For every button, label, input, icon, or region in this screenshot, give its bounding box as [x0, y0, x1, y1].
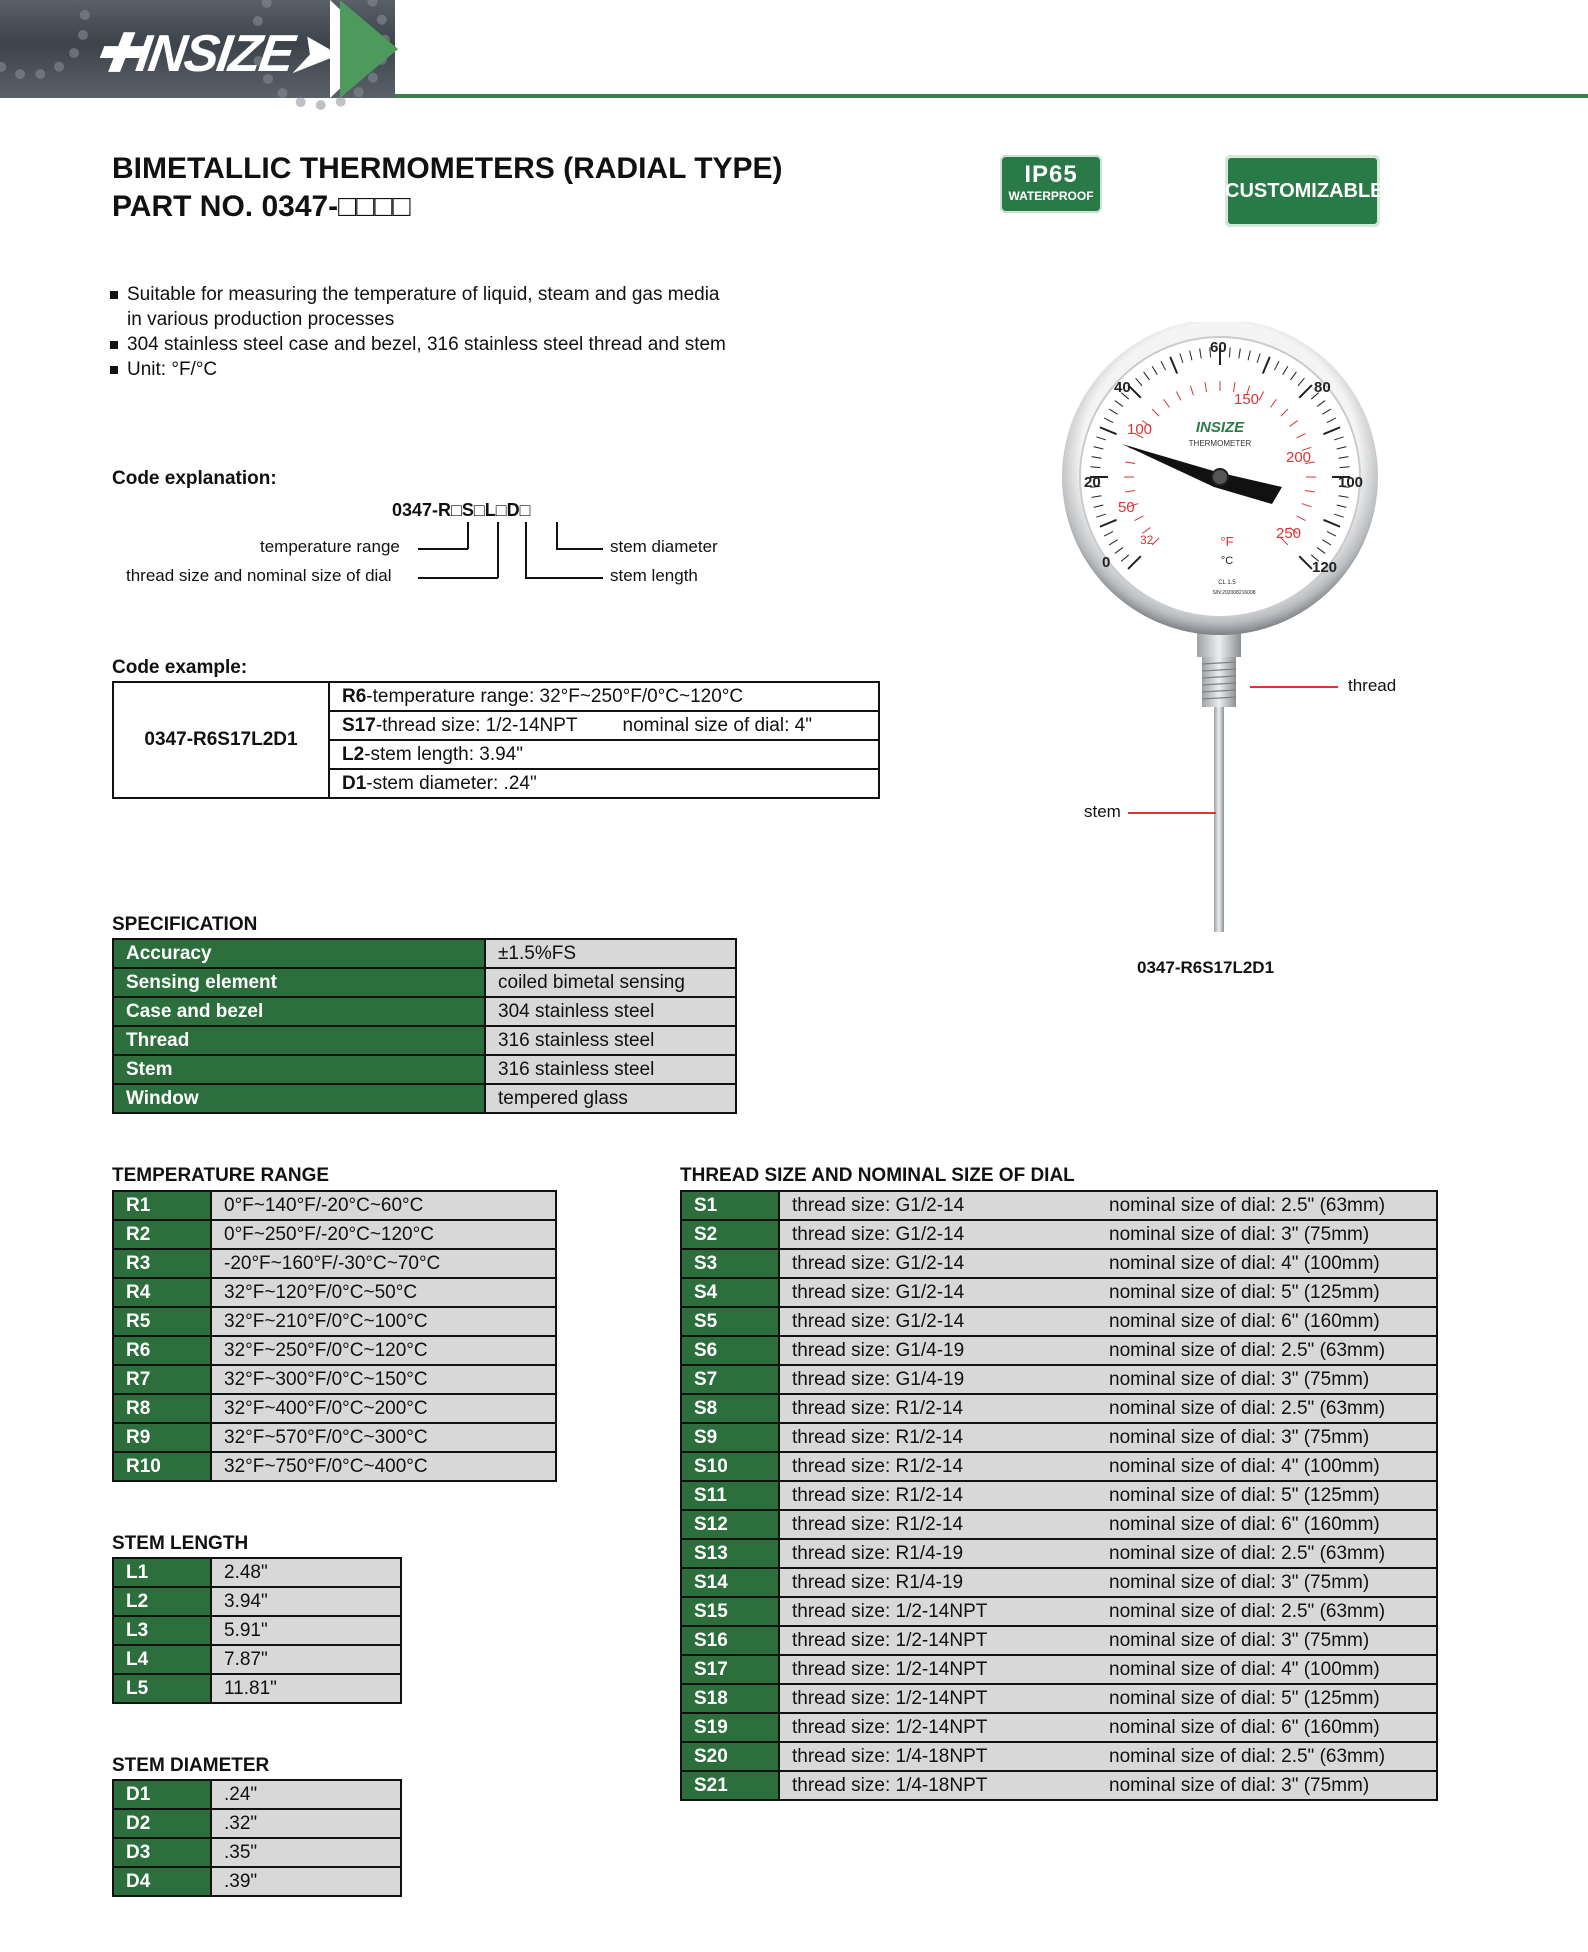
dial-class: CL 1.5: [1218, 580, 1236, 586]
table-row: [681, 1365, 1437, 1394]
row-value: thread size: 1/4-18NPT: [779, 1771, 1097, 1800]
row-key: R10: [113, 1452, 211, 1481]
row-value: 32°F~210°F/0°C~100°C: [211, 1307, 556, 1336]
row-key: Case and bezel: [113, 997, 485, 1026]
row-value: nominal size of dial: 4" (100mm): [1097, 1655, 1437, 1684]
table-row: [681, 1597, 1437, 1626]
f-scale-label: 250: [1276, 525, 1302, 542]
table-row: [113, 1220, 556, 1249]
page-title: BIMETALLIC THERMOMETERS (RADIAL TYPE): [112, 152, 783, 185]
row-value: nominal size of dial: 5" (125mm): [1097, 1481, 1437, 1510]
row-value: 32°F~120°F/0°C~50°C: [211, 1278, 556, 1307]
table-row: [113, 1026, 736, 1055]
row-value: nominal size of dial: 2.5" (63mm): [1097, 1191, 1437, 1220]
row-value: 32°F~570°F/0°C~300°C: [211, 1423, 556, 1452]
table-row: [113, 1558, 401, 1587]
row-value: .32": [211, 1809, 401, 1838]
ip65-label: IP65: [1024, 161, 1078, 188]
table-row: [681, 1394, 1437, 1423]
table-row: [681, 1684, 1437, 1713]
row-value: nominal size of dial: 2.5" (63mm): [1097, 1742, 1437, 1771]
row-value: 7.87": [211, 1645, 401, 1674]
row-value: thread size: G1/2-14: [779, 1249, 1097, 1278]
row-key: D3: [113, 1838, 211, 1867]
row-value: thread size: G1/2-14: [779, 1278, 1097, 1307]
row-value: .39": [211, 1867, 401, 1896]
pointer-hub: [1212, 469, 1228, 485]
row-key: R8: [113, 1394, 211, 1423]
row-value: nominal size of dial: 5" (125mm): [1097, 1684, 1437, 1713]
dial-text: THERMOMETER: [1188, 439, 1252, 448]
row-key: S5: [681, 1307, 779, 1336]
example-code: S17: [342, 714, 376, 736]
row-value: nominal size of dial: 3" (75mm): [1097, 1365, 1437, 1394]
row-key: S15: [681, 1597, 779, 1626]
row-value: nominal size of dial: 2.5" (63mm): [1097, 1394, 1437, 1423]
example-text: -stem diameter: .24": [366, 772, 537, 794]
row-value: 2.48": [211, 1558, 401, 1587]
table-row: [113, 1394, 556, 1423]
row-value: 5.91": [211, 1616, 401, 1645]
row-value: .24": [211, 1780, 401, 1809]
table-row: [681, 1307, 1437, 1336]
row-key: R3: [113, 1249, 211, 1278]
row-value: thread size: R1/2-14: [779, 1394, 1097, 1423]
code-example-heading: Code example:: [112, 657, 248, 678]
dial-unit-c: °C: [1220, 555, 1234, 567]
table-row: [681, 1336, 1437, 1365]
row-key: S1: [681, 1191, 779, 1220]
brand-logo: [91, 24, 338, 84]
row-value: thread size: R1/2-14: [779, 1452, 1097, 1481]
row-value: thread size: R1/2-14: [779, 1510, 1097, 1539]
dial-serial: S/N:202008216008: [1212, 590, 1256, 596]
dial-brand: INSIZE: [1195, 419, 1245, 436]
logo-arrow-right-icon: ➤: [288, 25, 338, 83]
table-row: [113, 1809, 401, 1838]
row-value: nominal size of dial: 3" (75mm): [1097, 1220, 1437, 1249]
row-key: L5: [113, 1674, 211, 1703]
row-key: S14: [681, 1568, 779, 1597]
header-rule: [395, 94, 1588, 98]
row-key: D1: [113, 1780, 211, 1809]
row-key: D4: [113, 1867, 211, 1896]
table-row: [681, 1423, 1437, 1452]
table-row: [113, 968, 736, 997]
connector-line: [497, 522, 499, 578]
stem-diameter-table: [112, 1779, 402, 1897]
table-row: [113, 1055, 736, 1084]
code-pattern: 0347-R□S□L□D□: [392, 500, 531, 520]
specification-heading: SPECIFICATION: [112, 914, 258, 935]
table-row: [681, 1771, 1437, 1800]
row-value: 304 stainless steel: [485, 997, 736, 1026]
table-row: [113, 1307, 556, 1336]
feature-item: Suitable for measuring the temperature of liquid, steam and gas media: [110, 282, 726, 307]
row-value: 11.81": [211, 1674, 401, 1703]
feature-item-continued: in various production processes: [127, 309, 395, 330]
table-row: [681, 1742, 1437, 1771]
table-row: [113, 1616, 401, 1645]
row-key: L1: [113, 1558, 211, 1587]
row-value: thread size: R1/2-14: [779, 1481, 1097, 1510]
row-key: S17: [681, 1655, 779, 1684]
stem-callout: stem: [1084, 802, 1121, 821]
stem-callout-line: [1128, 812, 1216, 814]
row-key: S6: [681, 1336, 779, 1365]
row-key: S3: [681, 1249, 779, 1278]
logo-text: INSIZE: [132, 25, 297, 83]
row-key: S8: [681, 1394, 779, 1423]
f-scale-label: 150: [1234, 391, 1260, 408]
row-value: thread size: 1/4-18NPT: [779, 1742, 1097, 1771]
table-row: [113, 1780, 401, 1809]
connector-line: [467, 522, 469, 549]
f-scale-label: 32: [1140, 533, 1154, 547]
code-example-table: [112, 681, 880, 799]
feature-item: 304 stainless steel case and bezel, 316 stainless steel thread and stem: [110, 332, 726, 357]
row-value: thread size: G1/2-14: [779, 1307, 1097, 1336]
row-key: Window: [113, 1084, 485, 1113]
row-value: coiled bimetal sensing: [485, 968, 736, 997]
example-text: -thread size: 1/2-14NPT: [375, 714, 578, 736]
row-key: L4: [113, 1645, 211, 1674]
row-key: Accuracy: [113, 939, 485, 968]
row-key: R9: [113, 1423, 211, 1452]
c-scale-label: 100: [1338, 474, 1364, 491]
table-row: [113, 1336, 556, 1365]
example-extra: nominal size of dial: 4": [622, 714, 812, 736]
row-value: 32°F~250°F/0°C~120°C: [211, 1336, 556, 1365]
connector-line: [556, 522, 558, 549]
f-scale-label: 50: [1118, 499, 1135, 516]
thread-size-heading: THREAD SIZE AND NOMINAL SIZE OF DIAL: [680, 1165, 1075, 1186]
row-value: 0°F~250°F/-20°C~120°C: [211, 1220, 556, 1249]
row-key: S12: [681, 1510, 779, 1539]
table-row: [681, 1539, 1437, 1568]
row-value: nominal size of dial: 2.5" (63mm): [1097, 1539, 1437, 1568]
table-row: [113, 1587, 401, 1616]
c-scale-label: 120: [1312, 559, 1338, 576]
row-value: .35": [211, 1838, 401, 1867]
temperature-range-table: [112, 1190, 557, 1482]
example-text: -stem length: 3.94": [364, 743, 524, 765]
c-scale-label: 80: [1314, 379, 1331, 396]
dial-unit-f: °F: [1220, 534, 1234, 549]
row-key: S9: [681, 1423, 779, 1452]
row-value: 32°F~300°F/0°C~150°C: [211, 1365, 556, 1394]
table-row: [113, 997, 736, 1026]
row-key: S21: [681, 1771, 779, 1800]
table-row: [113, 1452, 556, 1481]
table-row: [113, 1838, 401, 1867]
f-scale-label: 200: [1286, 449, 1312, 466]
row-value: thread size: 1/2-14NPT: [779, 1713, 1097, 1742]
table-row: [113, 1191, 556, 1220]
row-value: tempered glass: [485, 1084, 736, 1113]
row-value: nominal size of dial: 3" (75mm): [1097, 1626, 1437, 1655]
label-stem-diameter: stem diameter: [610, 537, 718, 556]
row-value: thread size: 1/2-14NPT: [779, 1626, 1097, 1655]
gear-decoration: [0, 0, 90, 80]
table-row: [113, 1645, 401, 1674]
row-value: nominal size of dial: 4" (100mm): [1097, 1249, 1437, 1278]
row-value: thread size: G1/4-19: [779, 1336, 1097, 1365]
row-key: R5: [113, 1307, 211, 1336]
row-value: nominal size of dial: 3" (75mm): [1097, 1771, 1437, 1800]
connector-line: [525, 577, 603, 579]
table-row: [681, 1452, 1437, 1481]
example-code: D1: [342, 772, 367, 794]
row-value: thread size: R1/4-19: [779, 1539, 1097, 1568]
table-row: [681, 1655, 1437, 1684]
c-scale-label: 40: [1114, 379, 1131, 396]
row-value: nominal size of dial: 3" (75mm): [1097, 1423, 1437, 1452]
row-value: 3.94": [211, 1587, 401, 1616]
table-row: [113, 1084, 736, 1113]
f-scale-label: 100: [1127, 421, 1153, 438]
row-value: 32°F~400°F/0°C~200°C: [211, 1394, 556, 1423]
row-value: nominal size of dial: 3" (75mm): [1097, 1568, 1437, 1597]
example-row: [329, 682, 879, 711]
row-key: S13: [681, 1539, 779, 1568]
part-number: PART NO. 0347-□□□□: [112, 190, 411, 223]
row-value: thread size: G1/2-14: [779, 1191, 1097, 1220]
waterproof-label: WATERPROOF: [1008, 189, 1094, 203]
row-key: R2: [113, 1220, 211, 1249]
table-row: [113, 1423, 556, 1452]
row-key: R6: [113, 1336, 211, 1365]
row-value: thread size: R1/2-14: [779, 1423, 1097, 1452]
row-key: Stem: [113, 1055, 485, 1084]
connector-line: [418, 577, 498, 579]
connector-line: [525, 522, 527, 578]
table-row: [681, 1481, 1437, 1510]
row-key: S19: [681, 1713, 779, 1742]
specification-table: [112, 938, 737, 1114]
row-value: nominal size of dial: 6" (160mm): [1097, 1307, 1437, 1336]
row-value: thread size: G1/4-19: [779, 1365, 1097, 1394]
example-code: L2: [342, 743, 365, 765]
row-key: L2: [113, 1587, 211, 1616]
label-temperature-range: temperature range: [260, 537, 400, 556]
row-value: 0°F~140°F/-20°C~60°C: [211, 1191, 556, 1220]
temperature-range-heading: TEMPERATURE RANGE: [112, 1165, 330, 1186]
row-value: ±1.5%FS: [485, 939, 736, 968]
label-stem-length: stem length: [610, 566, 698, 585]
thermometer-illustration: [1062, 322, 1382, 942]
example-part-number: 0347-R6S17L2D1: [113, 682, 329, 798]
table-row: [113, 1249, 556, 1278]
logo-arrow-left-icon: ✚: [90, 25, 141, 83]
example-row: [329, 740, 879, 769]
row-value: nominal size of dial: 6" (160mm): [1097, 1510, 1437, 1539]
connector-line: [556, 548, 603, 550]
row-value: thread size: 1/2-14NPT: [779, 1655, 1097, 1684]
thread-callout: thread: [1348, 676, 1397, 695]
stem-diameter-heading: STEM DIAMETER: [112, 1755, 270, 1776]
row-key: Thread: [113, 1026, 485, 1055]
thread-callout-line: [1250, 686, 1338, 688]
c-scale-label: 20: [1084, 474, 1101, 491]
row-key: S4: [681, 1278, 779, 1307]
row-key: D2: [113, 1809, 211, 1838]
example-row: [329, 769, 879, 798]
table-row: [681, 1191, 1437, 1220]
row-value: nominal size of dial: 2.5" (63mm): [1097, 1336, 1437, 1365]
stem-length-table: [112, 1557, 402, 1704]
row-value: nominal size of dial: 5" (125mm): [1097, 1278, 1437, 1307]
row-value: thread size: G1/2-14: [779, 1220, 1097, 1249]
row-value: nominal size of dial: 6" (160mm): [1097, 1713, 1437, 1742]
thread-size-table: [680, 1190, 1438, 1801]
row-key: L3: [113, 1616, 211, 1645]
connector-line: [418, 548, 468, 550]
table-row: [681, 1220, 1437, 1249]
customizable-badge: CUSTOMIZABLE: [1225, 155, 1380, 227]
row-key: S20: [681, 1742, 779, 1771]
header-arrow: [340, 0, 398, 98]
row-key: R1: [113, 1191, 211, 1220]
row-key: S18: [681, 1684, 779, 1713]
table-row: [681, 1568, 1437, 1597]
row-key: S10: [681, 1452, 779, 1481]
row-value: nominal size of dial: 2.5" (63mm): [1097, 1597, 1437, 1626]
table-row: [113, 1278, 556, 1307]
row-value: nominal size of dial: 4" (100mm): [1097, 1452, 1437, 1481]
feature-item: Unit: °F/°C: [110, 357, 726, 382]
thread-section: [1202, 657, 1236, 707]
table-row: [113, 1365, 556, 1394]
label-thread-size: thread size and nominal size of dial: [126, 566, 392, 585]
table-row: [113, 1867, 401, 1896]
stem-length-heading: STEM LENGTH: [112, 1533, 249, 1554]
feature-list: [110, 282, 726, 382]
table-row: [681, 1278, 1437, 1307]
row-value: 316 stainless steel: [485, 1055, 736, 1084]
page-header: [0, 0, 1588, 100]
row-key: S11: [681, 1481, 779, 1510]
row-value: -20°F~160°F/-30°C~70°C: [211, 1249, 556, 1278]
example-row: [329, 711, 879, 740]
row-value: 316 stainless steel: [485, 1026, 736, 1055]
image-caption: 0347-R6S17L2D1: [1137, 958, 1275, 977]
example-code: R6: [342, 685, 367, 707]
product-image: [1062, 322, 1382, 942]
row-value: thread size: R1/4-19: [779, 1568, 1097, 1597]
code-explanation-heading: Code explanation:: [112, 468, 277, 489]
table-row: [681, 1249, 1437, 1278]
row-key: R4: [113, 1278, 211, 1307]
row-key: R7: [113, 1365, 211, 1394]
row-value: thread size: 1/2-14NPT: [779, 1684, 1097, 1713]
table-row: [681, 1713, 1437, 1742]
row-key: S16: [681, 1626, 779, 1655]
row-value: 32°F~750°F/0°C~400°C: [211, 1452, 556, 1481]
table-row: [681, 1626, 1437, 1655]
example-text: -temperature range: 32°F~250°F/0°C~120°C: [366, 685, 744, 707]
ip65-badge: [1000, 155, 1102, 213]
table-row: [113, 1674, 401, 1703]
c-scale-label: 60: [1210, 339, 1227, 356]
c-scale-label: 0: [1102, 554, 1111, 571]
row-value: thread size: 1/2-14NPT: [779, 1597, 1097, 1626]
table-row: [681, 1510, 1437, 1539]
row-key: Sensing element: [113, 968, 485, 997]
row-key: S2: [681, 1220, 779, 1249]
row-key: S7: [681, 1365, 779, 1394]
table-row: [113, 939, 736, 968]
